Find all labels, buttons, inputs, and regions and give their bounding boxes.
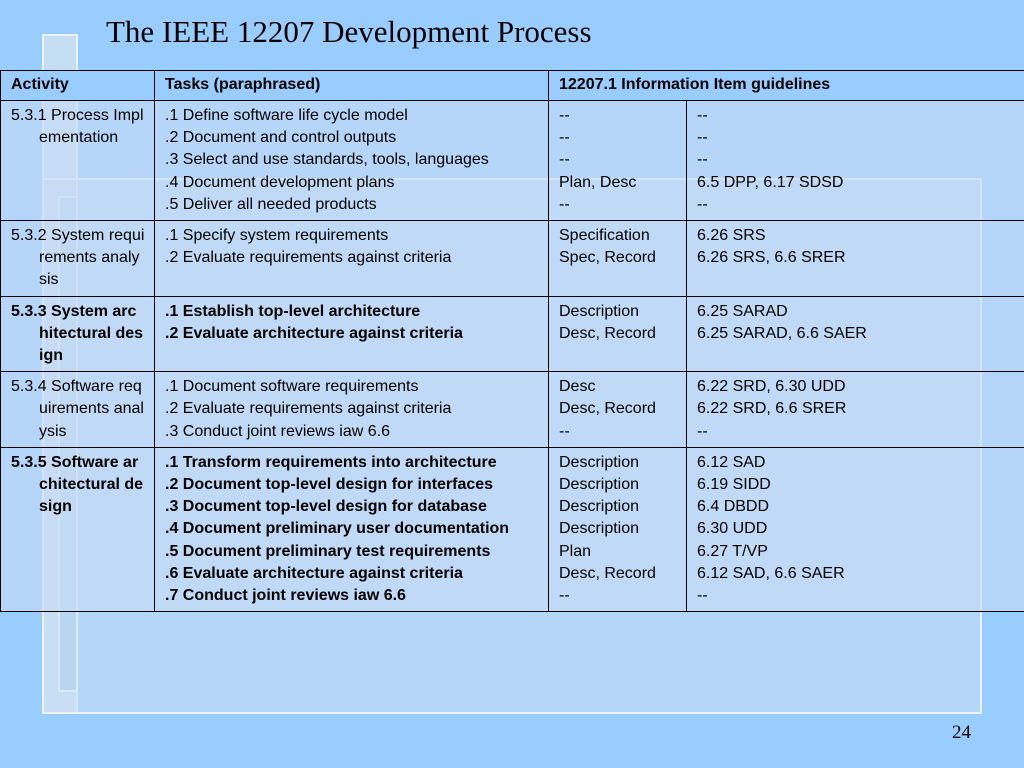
- item-kind: --: [559, 151, 570, 169]
- item-ref-cell: [687, 221, 1024, 297]
- item-ref: --: [697, 195, 708, 213]
- item-ref: 6.27 T/VP: [697, 542, 768, 560]
- task-item: .7 Conduct joint reviews iaw 6.6: [165, 587, 406, 605]
- header-activity: Activity: [1, 71, 155, 101]
- task-item: .2 Document and control outputs: [165, 129, 397, 147]
- item-ref: 6.26 SRS, 6.6 SRER: [697, 249, 846, 267]
- activity-label: 5.3.3 System architectural design: [11, 302, 144, 365]
- process-table: [0, 70, 1024, 612]
- table-row: [1, 101, 1024, 221]
- item-kind: --: [559, 129, 570, 147]
- item-ref: 6.12 SAD, 6.6 SAER: [697, 564, 845, 582]
- task-item: .1 Specify system requirements: [165, 227, 389, 245]
- item-kind-cell: [549, 296, 687, 372]
- item-kind: Desc: [559, 378, 596, 396]
- task-item: .3 Select and use standards, tools, languages: [165, 151, 489, 169]
- task-item: .3 Document top-level design for database: [165, 498, 487, 516]
- task-item: .4 Document development plans: [165, 173, 395, 191]
- activity-cell: [1, 296, 155, 372]
- item-kind: Description: [559, 476, 640, 494]
- task-item: .2 Evaluate requirements against criteria: [165, 249, 452, 267]
- task-item: .1 Document software requirements: [165, 378, 419, 396]
- item-ref-cell: [687, 101, 1024, 221]
- tasks-cell: [155, 296, 549, 372]
- item-kind: Specification: [559, 227, 650, 245]
- item-ref: --: [697, 422, 708, 440]
- item-kind: Desc, Record: [559, 564, 656, 582]
- item-kind: Description: [559, 520, 640, 538]
- item-kind: Description: [559, 453, 640, 471]
- task-item: .1 Transform requirements into architecture: [165, 453, 497, 471]
- header-tasks: Tasks (paraphrased): [155, 71, 549, 101]
- tasks-cell: [155, 372, 549, 448]
- tasks-cell: [155, 221, 549, 297]
- item-ref: 6.30 UDD: [697, 520, 768, 538]
- item-ref-cell: [687, 372, 1024, 448]
- tasks-cell: [155, 101, 549, 221]
- activity-label: 5.3.4 Software requirements analysis: [11, 378, 144, 440]
- item-ref: 6.25 SARAD: [697, 302, 788, 320]
- task-item: .1 Establish top-level architecture: [165, 302, 421, 320]
- item-kind-cell: [549, 447, 687, 611]
- task-item: .6 Evaluate architecture against criteria: [165, 564, 463, 582]
- item-kind: Desc, Record: [559, 324, 656, 342]
- item-ref: 6.26 SRS: [697, 227, 766, 245]
- header-guidelines: 12207.1 Information Item guidelines: [549, 71, 1024, 101]
- item-kind: Plan, Desc: [559, 173, 637, 191]
- item-ref: --: [697, 129, 708, 147]
- task-item: .5 Document preliminary test requirements: [165, 542, 491, 560]
- item-kind: --: [559, 587, 570, 605]
- item-ref: --: [697, 151, 708, 169]
- item-kind: --: [559, 195, 570, 213]
- item-kind: --: [559, 107, 570, 124]
- page-number: 24: [952, 722, 971, 743]
- slide-title: The IEEE 12207 Development Process: [106, 14, 592, 49]
- item-ref: --: [697, 107, 708, 124]
- activity-cell: [1, 447, 155, 611]
- item-ref: 6.19 SIDD: [697, 476, 771, 494]
- item-ref: 6.12 SAD: [697, 453, 766, 471]
- task-item: .2 Evaluate requirements against criteria: [165, 400, 452, 418]
- activity-label: 5.3.1 Process Implementation: [11, 107, 144, 147]
- tasks-cell: [155, 447, 549, 611]
- activity-cell: [1, 372, 155, 448]
- table-row: [1, 372, 1024, 448]
- table-row: [1, 447, 1024, 611]
- task-item: .1 Define software life cycle model: [165, 107, 408, 124]
- activity-cell: [1, 101, 155, 221]
- item-ref: 6.25 SARAD, 6.6 SAER: [697, 324, 867, 342]
- task-item: .2 Document top-level design for interfaces: [165, 476, 494, 494]
- table-row: [1, 221, 1024, 297]
- activity-label: 5.3.5 Software architectural design: [11, 453, 144, 516]
- item-ref: --: [697, 587, 708, 605]
- task-item: .5 Deliver all needed products: [165, 195, 377, 213]
- item-ref-cell: [687, 447, 1024, 611]
- activity-cell: [1, 221, 155, 297]
- item-ref: 6.22 SRD, 6.6 SRER: [697, 400, 847, 418]
- activity-label: 5.3.2 System requirements analysis: [11, 227, 145, 289]
- item-ref-cell: [687, 296, 1024, 372]
- item-ref: 6.22 SRD, 6.30 UDD: [697, 378, 846, 396]
- item-kind: Desc, Record: [559, 400, 656, 418]
- table-row: [1, 296, 1024, 372]
- item-kind: Plan: [559, 542, 592, 560]
- task-item: .4 Document preliminary user documentation: [165, 520, 510, 538]
- item-kind-cell: [549, 221, 687, 297]
- table-header-row: [1, 71, 1024, 101]
- item-kind: Spec, Record: [559, 249, 656, 267]
- item-kind-cell: [549, 101, 687, 221]
- item-kind-cell: [549, 372, 687, 448]
- task-item: .3 Conduct joint reviews iaw 6.6: [165, 422, 390, 440]
- item-kind: Description: [559, 302, 640, 320]
- item-kind: Description: [559, 498, 640, 516]
- item-ref: 6.5 DPP, 6.17 SDSD: [697, 173, 844, 191]
- task-item: .2 Evaluate architecture against criteria: [165, 324, 463, 342]
- item-ref: 6.4 DBDD: [697, 498, 770, 516]
- item-kind: --: [559, 422, 570, 440]
